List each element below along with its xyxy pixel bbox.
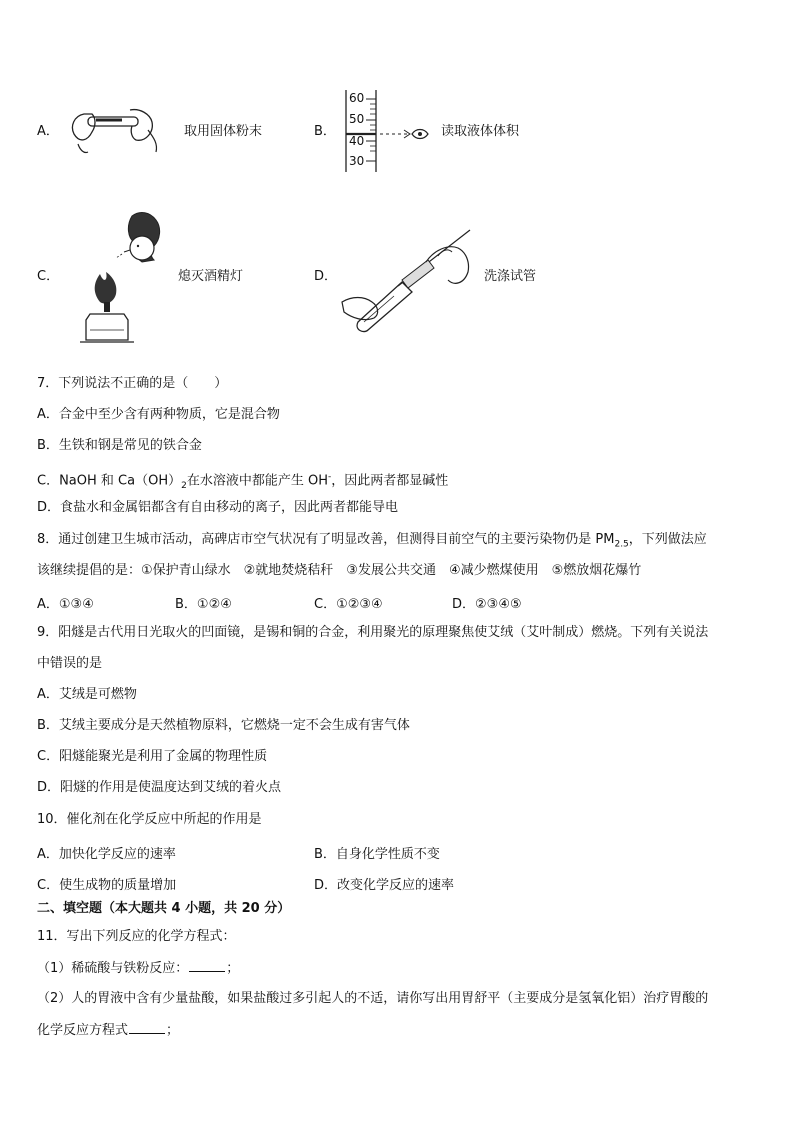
q7-option-c-post: ，因此两者都显碱性 bbox=[331, 473, 449, 489]
q8-stem-pre: 8．通过创建卫生城市活动，高碑店市空气状况有了明显改善，但测得目前空气的主要污染物仍是 PM bbox=[37, 532, 615, 547]
q6-option-c-letter: C． bbox=[37, 269, 60, 284]
q10-option-d: D．改变化学反应的速率 bbox=[314, 878, 455, 893]
q8-stem-sub: 2.5 bbox=[614, 539, 629, 550]
q7-stem: 7．下列说法不正确的是（ ） bbox=[37, 376, 228, 391]
q7-option-c-sub: 2 bbox=[181, 480, 187, 491]
q6-option-b-text: 读取液体体积 bbox=[441, 124, 520, 139]
q10-option-b: B．自身化学性质不变 bbox=[314, 847, 440, 862]
answer-blank-1[interactable] bbox=[189, 959, 225, 972]
cylinder-mark-60: 60 bbox=[349, 91, 365, 105]
q6-option-a-letter: A． bbox=[37, 124, 59, 139]
q7-option-c-sup: - bbox=[327, 472, 332, 482]
q8-stem-line2: 该继续提倡的是：①保护青山绿水 ②就地焚烧秸秆 ③发展公共交通 ④减少燃煤使用 ⑤燃放烟花爆竹 bbox=[37, 563, 642, 578]
q11-part-2: （2）人的胃液中含有少量盐酸，如果盐酸过多引起人的不适，请你写出用胃舒平（主要成分是氢氧化铝）治疗胃酸的 bbox=[37, 991, 709, 1006]
q7-option-b: B．生铁和钢是常见的铁合金 bbox=[37, 438, 202, 453]
q8-stem bbox=[37, 531, 707, 554]
q8-option-a: A．①③④ bbox=[37, 597, 94, 612]
q7-option-c-mid: 在水溶液中都能产生 OH bbox=[186, 473, 328, 489]
q8-option-d: D．②③④⑤ bbox=[452, 597, 522, 612]
q9-stem-line2: 中错误的是 bbox=[37, 656, 103, 671]
wash-test-tube-figure bbox=[342, 226, 480, 334]
q11-part-2-line2 bbox=[37, 1021, 179, 1040]
q8-stem-post: ，下列做法应 bbox=[628, 532, 707, 547]
q9-option-c: C．阳燧能聚光是利用了金属的物理性质 bbox=[37, 749, 268, 764]
q7-option-c-pre: C．NaOH 和 Ca（OH） bbox=[37, 473, 182, 489]
q6-option-c-text: 熄灭酒精灯 bbox=[178, 269, 244, 284]
q8-option-c: C．①②③④ bbox=[314, 597, 383, 612]
q8-option-b: B．①②④ bbox=[175, 597, 232, 612]
q6-option-b-letter: B． bbox=[314, 124, 336, 139]
test-tube-powder-figure bbox=[66, 104, 166, 156]
cylinder-mark-50: 50 bbox=[349, 112, 365, 126]
q11-part-1 bbox=[37, 959, 239, 978]
q7-option-c bbox=[37, 468, 448, 495]
q10-stem: 10．催化剂在化学反应中所起的作用是 bbox=[37, 812, 262, 827]
q6-option-d-text: 洗涤试管 bbox=[484, 269, 537, 284]
q9-option-a: A．艾绒是可燃物 bbox=[37, 687, 137, 702]
alcohol-lamp-figure bbox=[70, 210, 170, 352]
q11-part-1-end: ； bbox=[226, 961, 240, 976]
q9-option-d: D．阳燧的作用是使温度达到艾绒的着火点 bbox=[37, 780, 282, 795]
cylinder-mark-30: 30 bbox=[349, 154, 365, 168]
q11-part-2b-text: 化学反应方程式 bbox=[37, 1023, 129, 1038]
q11-part-1-text: （1）稀硫酸与铁粉反应： bbox=[37, 961, 189, 976]
section-2-title: 二、填空题（本大题共 4 小题，共 20 分） bbox=[37, 901, 291, 916]
q9-option-b: B．艾绒主要成分是天然植物原料，它燃烧一定不会生成有害气体 bbox=[37, 718, 410, 733]
q10-option-a: A．加快化学反应的速率 bbox=[37, 847, 176, 862]
answer-blank-2[interactable] bbox=[129, 1021, 165, 1034]
q6-option-d-letter: D． bbox=[314, 269, 338, 284]
q11-stem: 11．写出下列反应的化学方程式： bbox=[37, 929, 236, 944]
q9-stem: 9．阳燧是古代用日光取火的凹面镜，是锡和铜的合金，利用聚光的原理聚焦使艾绒（艾叶制成）燃烧。下列有关说法 bbox=[37, 625, 709, 640]
q7-option-d: D．食盐水和金属铝都含有自由移动的离子，因此两者都能导电 bbox=[37, 500, 399, 515]
cylinder-mark-40: 40 bbox=[349, 134, 365, 148]
q10-option-c: C．使生成物的质量增加 bbox=[37, 878, 177, 893]
q11-part-2b-end: ； bbox=[166, 1023, 180, 1038]
q6-option-a-text: 取用固体粉末 bbox=[184, 124, 263, 139]
q7-option-a: A．合金中至少含有两种物质，它是混合物 bbox=[37, 407, 280, 422]
